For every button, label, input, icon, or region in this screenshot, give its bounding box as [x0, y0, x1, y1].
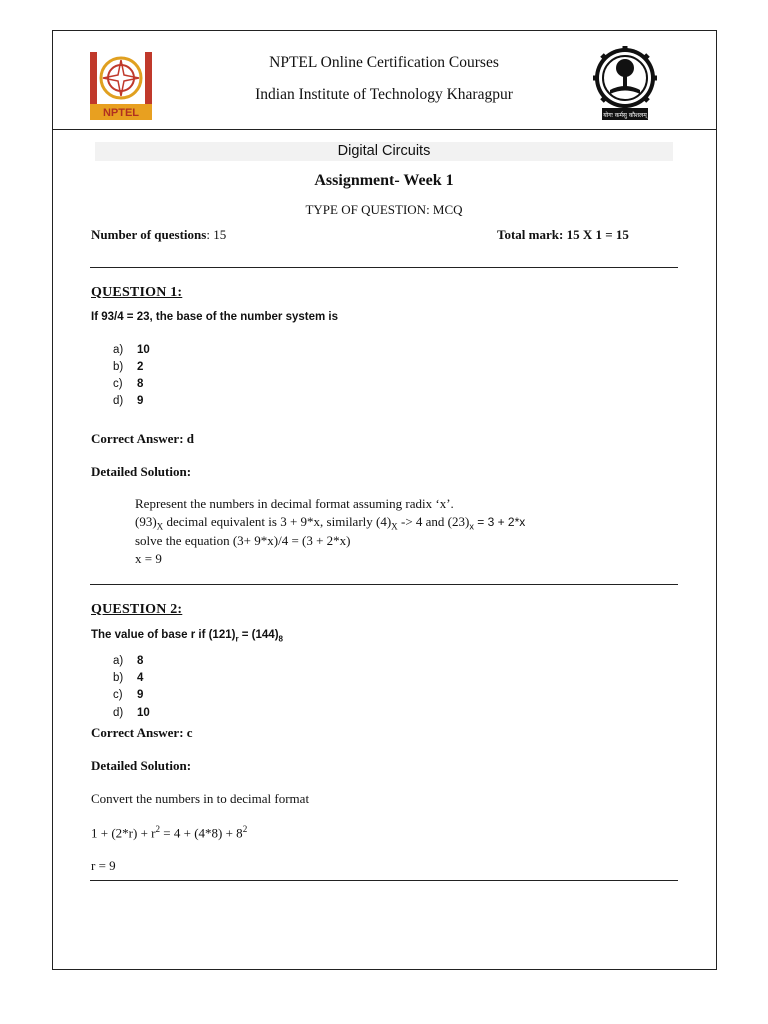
option-a: a) 8: [113, 655, 144, 667]
solution-line: Represent the numbers in decimal format assuming radix ‘x’.: [135, 496, 454, 511]
divider: [90, 584, 678, 585]
question-type: TYPE OF QUESTION: MCQ: [305, 202, 463, 217]
question-2-text: The value of base r if $(121)_r = (144)_8$: [91, 629, 284, 644]
option-b: b) 4: [113, 672, 144, 684]
header-divider: [52, 129, 717, 130]
question-1-heading: QUESTION 1:: [91, 285, 183, 300]
question-1-text: If 93/4 = 23, the base of the number system is: [91, 311, 339, 323]
detailed-solution-label: Detailed Solution:: [91, 758, 192, 773]
option-a: a) 10: [113, 344, 150, 356]
divider: [90, 880, 678, 881]
subject-title: Digital Circuits: [337, 143, 431, 159]
total-mark: Total mark: 15 X 1 = 15: [497, 227, 629, 242]
solution-line: solve the equation (3+ 9*x)/4 = (3 + 2*x): [135, 533, 351, 548]
solution-line: $1 + (2*r) + r^2 = 4 + (4*8) + 8^2$: [91, 824, 248, 841]
solution-line: x = 9: [135, 551, 162, 566]
option-c: c) 8: [113, 378, 144, 390]
question-2-heading: QUESTION 2:: [91, 602, 183, 617]
solution-line: $(93)_X$ decimal equivalent is 3 + 9*x, similarly $(4)_X -> 4$ and $(23)_x = 3 + 2*x$: [135, 514, 526, 532]
solution-line: Convert the numbers in to decimal format: [91, 791, 310, 806]
assignment-title: Assignment- Week 1: [314, 172, 454, 189]
detailed-solution-label: Detailed Solution:: [91, 464, 192, 479]
option-c: c) 9: [113, 689, 144, 701]
solution-line: r = 9: [91, 858, 116, 873]
number-of-questions: Number of questions: 15: [91, 227, 227, 242]
option-d: d) 9: [113, 395, 144, 407]
correct-answer: Correct Answer: c: [91, 725, 193, 740]
header-title: NPTEL Online Certification Courses: [269, 54, 499, 71]
option-d: d) 10: [113, 707, 150, 719]
header-institute: Indian Institute of Technology Kharagpur: [255, 86, 513, 103]
divider: [90, 267, 678, 268]
correct-answer: Correct Answer: d: [91, 431, 195, 446]
svg-text:योगः कर्मसु कौशलम्: योगः कर्मसु कौशलम्: [603, 112, 647, 119]
svg-text:NPTEL: NPTEL: [102, 107, 140, 119]
option-b: b) 2: [113, 361, 144, 373]
